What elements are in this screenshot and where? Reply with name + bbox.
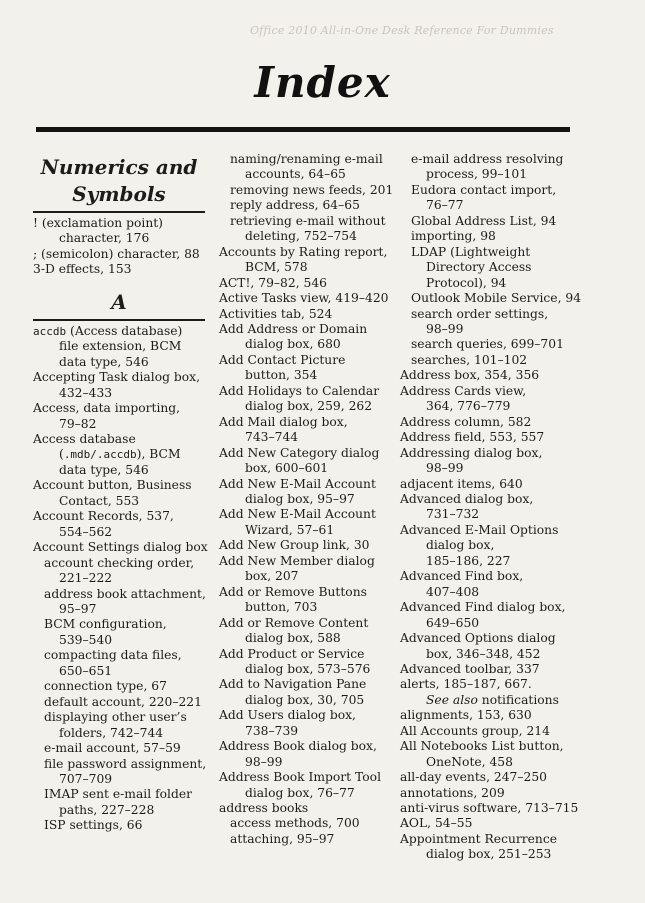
index-column-2: [219, 152, 397, 847]
index-entry-continuation: 554–562: [59, 524, 113, 539]
index-entry: search queries, 699–701: [411, 337, 564, 352]
a-entries: [219, 245, 397, 817]
index-entry-continuation: OneNote, 458: [426, 754, 513, 769]
index-entry: Outlook Mobile Service, 94: [411, 291, 582, 306]
index-entry: displaying other user’s: [44, 710, 187, 725]
index-entry: naming/renaming e-mail: [230, 152, 383, 166]
index-entry: Add Contact Picture: [219, 352, 346, 367]
index-entry: ACT!, 79–82, 546: [219, 275, 327, 290]
index-entry: Appointment Recurrence: [400, 831, 557, 846]
section-heading-numerics: Numerics and Symbols: [40, 155, 198, 206]
index-entry: Access, data importing,: [33, 401, 181, 416]
index-entry: access methods, 700: [230, 816, 360, 831]
index-entry-continuation: dialog box, 95–97: [245, 491, 355, 506]
index-entry-continuation: 98–99: [245, 754, 283, 769]
index-entry-continuation: dialog box, 30, 705: [245, 692, 365, 707]
index-entry-continuation: button, 354: [245, 368, 318, 383]
index-entry: Account button, Business: [33, 478, 192, 493]
index-entry-continuation: 743–744: [245, 430, 299, 445]
a-entries: [400, 708, 579, 863]
index-entry: Eudora contact import,: [411, 182, 557, 197]
index-entry: annotations, 209: [400, 785, 505, 800]
index-entry-continuation: dialog box, 588: [245, 631, 341, 646]
index-entry: default account, 220–221: [44, 694, 202, 709]
index-entry: Activities tab, 524: [219, 306, 333, 321]
index-entry: Add Users dialog box,: [219, 708, 356, 723]
index-entry-continuation: dialog box, 259, 262: [245, 399, 373, 414]
index-entry-continuation: 731–732: [426, 507, 480, 522]
index-entry: Address column, 582: [400, 414, 532, 429]
index-entry-continuation: 98–99: [426, 321, 464, 336]
index-entry: search order settings,: [411, 306, 549, 321]
index-entry: all-day events, 247–250: [400, 770, 547, 785]
index-entry: Global Address List, 94: [411, 213, 557, 228]
index-entry: ; (semicolon) character, 88: [33, 246, 200, 261]
index-entry-continuation: dialog box,: [426, 538, 495, 553]
index-entry: Add or Remove Content: [219, 615, 369, 630]
index-entry: Advanced toolbar, 337: [400, 661, 540, 676]
index-entry: All Notebooks List button,: [400, 739, 564, 754]
index-entry: address book attachment,: [44, 586, 206, 601]
index-entry-continuation: 95–97: [59, 601, 97, 616]
index-entry: address books: [219, 801, 309, 816]
account-settings-subentries: [33, 556, 205, 834]
index-entry: IMAP sent e-mail folder: [44, 787, 192, 802]
index-entry: Addressing dialog box,: [400, 445, 543, 460]
a-entries: [33, 478, 208, 555]
index-entry: Accepting Task dialog box,: [33, 370, 200, 385]
section-rule: [33, 211, 205, 213]
index-entry: ! (exclamation point): [33, 216, 163, 230]
index-entry-continuation: Directory Access: [426, 260, 532, 275]
index-entry: BCM configuration,: [44, 617, 167, 632]
index-entry: Accounts by Rating report,: [219, 244, 388, 259]
index-entry-continuation: box, 207: [245, 569, 299, 584]
index-entry-continuation: 738–739: [245, 723, 299, 738]
title-rule: [36, 127, 570, 132]
index-entry-continuation: dialog box, 251–253: [426, 847, 552, 862]
index-entry-continuation: 407–408: [426, 584, 480, 599]
index-entry: Advanced Options dialog: [400, 631, 556, 646]
index-entry: Add Holidays to Calendar: [219, 383, 380, 398]
index-entry: Add New Category dialog: [219, 445, 380, 460]
index-entry-continuation: folders, 742–744: [59, 725, 164, 740]
index-entry: e-mail account, 57–59: [44, 741, 181, 756]
index-entry-continuation: 79–82: [59, 416, 97, 431]
index-entry: All Accounts group, 214: [400, 723, 550, 738]
index-entry: Account Settings dialog box: [33, 540, 208, 555]
page-title: Index: [254, 58, 391, 107]
index-entry-continuation: 707–709: [59, 771, 113, 786]
account-settings-subentries: [219, 152, 397, 245]
index-entry: adjacent items, 640: [400, 476, 523, 491]
index-entry: Add Mail dialog box,: [219, 414, 348, 429]
index-entry-continuation: dialog box, 680: [245, 337, 341, 352]
index-entry-continuation: 98–99: [426, 461, 464, 476]
index-entry-continuation: deleting, 752–754: [245, 229, 357, 244]
index-entry-continuation: 185–186, 227: [426, 553, 511, 568]
index-entry: Active Tasks view, 419–420: [219, 291, 389, 306]
index-entry: Advanced Find box,: [400, 569, 524, 584]
index-entry: LDAP (Lightweight: [411, 244, 531, 259]
index-entry-continuation: paths, 227–228: [59, 802, 155, 817]
index-entry-continuation: 649–650: [426, 615, 480, 630]
index-entry: e-mail address resolving: [411, 152, 564, 166]
index-entry: Address Book Import Tool: [219, 770, 382, 785]
index-entry: AOL, 54–55: [400, 816, 473, 831]
index-entry: Add or Remove Buttons: [219, 584, 367, 599]
index-entry-continuation: 432–433: [59, 385, 113, 400]
index-entry-continuation: button, 703: [245, 600, 318, 615]
index-entry: importing, 98: [411, 229, 496, 244]
index-entry-continuation: 221–222: [59, 571, 113, 586]
index-entry: Address box, 354, 356: [400, 368, 540, 383]
index-entry: alignments, 153, 630: [400, 708, 532, 723]
index-entry: Address Book dialog box,: [219, 739, 377, 754]
a-entries: [33, 370, 205, 432]
index-entry: anti-virus software, 713–715: [400, 801, 579, 816]
index-entry: Add to Navigation Pane: [219, 677, 367, 692]
index-entry-continuation: 76–77: [426, 198, 464, 213]
index-entry: compacting data files,: [44, 648, 182, 663]
index-entry: Access database: [33, 431, 136, 446]
index-entry: Advanced Find dialog box,: [400, 600, 566, 615]
section-rule: [33, 319, 205, 321]
index-entry-continuation: 539–540: [59, 632, 113, 647]
index-entry: file password assignment,: [44, 756, 207, 771]
index-entry: ISP settings, 66: [44, 818, 143, 833]
index-entry: Add New E-Mail Account: [219, 507, 376, 522]
index-entry: Advanced E-Mail Options: [400, 522, 559, 537]
index-entry-continuation: dialog box, 573–576: [245, 661, 371, 676]
index-entry-continuation: accounts, 64–65: [245, 167, 346, 182]
index-entry: searches, 101–102: [411, 352, 528, 367]
index-entry: attaching, 95–97: [230, 831, 335, 846]
running-head: Office 2010 All-in-One Desk Reference For Dummies: [250, 24, 554, 37]
address-books-subentries: [219, 816, 397, 847]
index-entry-continuation: 364, 776–779: [426, 399, 511, 414]
index-entry-continuation: box, 600–601: [245, 461, 329, 476]
index-entry: Address Cards view,: [400, 383, 527, 398]
a-entries: [400, 368, 575, 677]
index-entry-continuation: Contact, 553: [59, 493, 140, 508]
index-entry: Add Address or Domain: [219, 321, 368, 336]
index-entry: removing news feeds, 201: [230, 182, 394, 197]
index-entry: Add Product or Service: [219, 646, 365, 661]
index-entry: Address field, 553, 557: [400, 430, 545, 445]
index-entry: accdb (Access database): [33, 323, 183, 338]
index-entry-continuation: Protocol), 94: [426, 275, 507, 290]
index-entry-continuation: process, 99–101: [426, 167, 528, 182]
index-entry: alerts, 185–187, 667.: [400, 677, 532, 692]
index-column-3: e-mail address resolving process, 99–101 Eudora contact import, 76–77 Global Address List, 94 importing, 98 LDAP (Lightweight Directory Access Protocol), 94 Outlook Mobile Service, 94 search order settings, 98–99 search queries, 699–701 searches, 101–102 Address box, 354, 356 Address Cards view, 364, 776–779 Address column, 582 Address field, 553, 557 Addressing dialog box, 98–99 adjacent items, 640 Advanced dialog box, 731–732 Advanced E-Mail Options dialog box, 185–186, 227 Advanced Find box, 407–408 Advanced Find dialog box, 649–650 Advanced Options dialog box, 346–348, 452 Advanced toolbar, 337 alerts, 185–187, 667. See also notifications alignments, 153, 630 All Accounts group, 214 All Notebooks List button, OneNote, 458 all-day events, 247–250 annotations, 209 anti-virus software, 713–715 AOL, 54–55 Appointment Recurrence dialog box, 251–253: [400, 152, 582, 862]
index-entry: account checking order,: [44, 555, 195, 570]
index-entry-continuation: 650–651: [59, 663, 113, 678]
index-entry: 3-D effects, 153: [33, 262, 132, 277]
index-entry: Add New E-Mail Account: [219, 476, 376, 491]
index-entry-continuation: box, 346–348, 452: [426, 646, 541, 661]
index-entry: retrieving e-mail without: [230, 213, 386, 228]
section-heading-a: A: [111, 289, 127, 314]
index-entry-continuation: BCM, 578: [245, 260, 308, 275]
index-entry: Account Records, 537,: [33, 509, 174, 524]
index-entry-continuation: Wizard, 57–61: [245, 522, 335, 537]
index-entry-continuation: character, 176: [59, 231, 150, 246]
index-entry: Add New Member dialog: [219, 553, 375, 568]
index-entry: connection type, 67: [44, 679, 167, 694]
numerics-entries: [33, 216, 205, 278]
index-entry: reply address, 64–65: [230, 198, 360, 213]
address-books-subentries: [400, 152, 582, 368]
index-entry: Add New Group link, 30: [219, 538, 370, 553]
index-entry-continuation: dialog box, 76–77: [245, 785, 355, 800]
index-entry: Advanced dialog box,: [400, 491, 534, 506]
index-column-1: Numerics and Symbols ! (exclamation point) character, 176 ; (semicolon) character, 88 3-D effects, 153 A accdb (Access database) file extension, BCM data type, 546 Accepting Task dialog box, 432–433 Access, data importing, 79–82 Access database (.mdb/.accdb), BCM data type, 546 Account button, Business Contact, 553 Account Records, 537, 554–562 Account Settings dialog box account checking order, 221–222 address book attachment, 95–97 BCM configuration, 539–540 compacting data files, 650–651 connection type, 67 default account, 220–221 displaying other user’s folders, 742–744 e-mail account, 57–59 file password assignment, 707–709 IMAP sent e-mail folder paths, 227–228 ISP settings, 66: [33, 155, 208, 833]
